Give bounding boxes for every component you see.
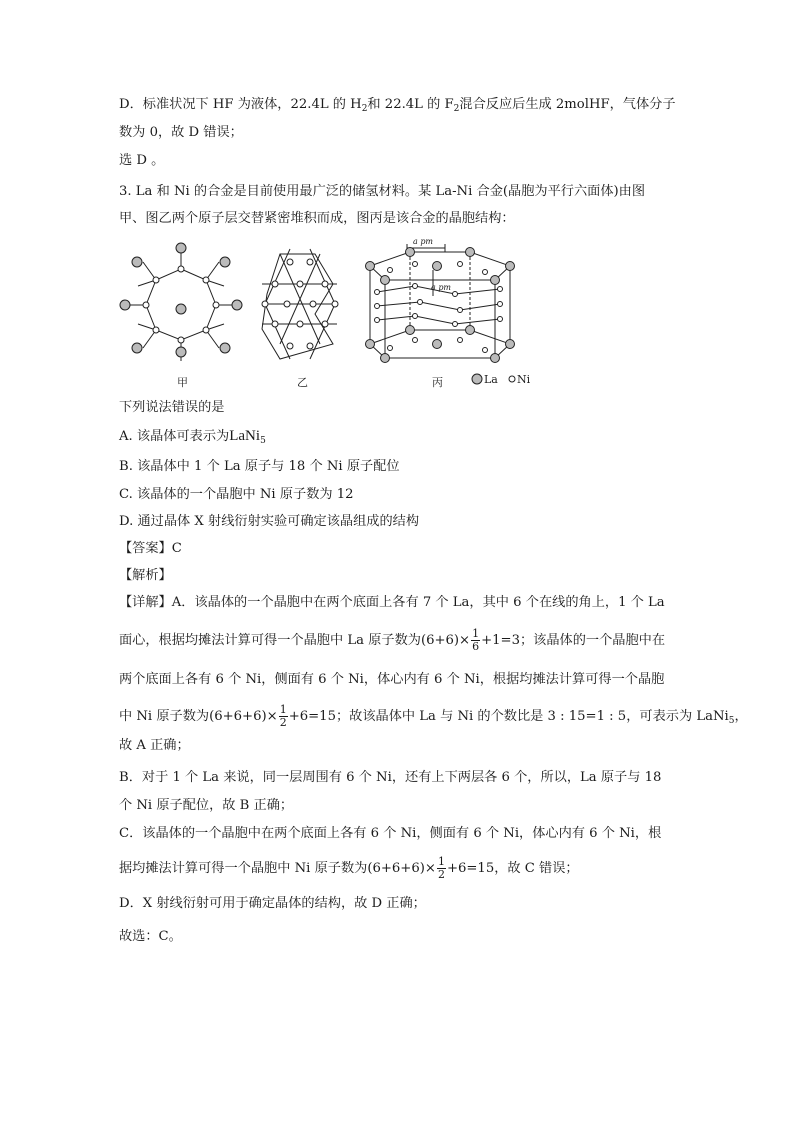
fraction: [437, 856, 446, 881]
label-a-pm-top: a pm: [413, 237, 434, 246]
text: 和 22.4L 的 F: [367, 97, 454, 112]
caption-jia: 甲: [177, 376, 188, 389]
text-line: 选 D 。: [119, 153, 165, 168]
explanation-line: [119, 628, 665, 653]
explanation-line: D．X 射线衍射可用于确定晶体的结构，故 D 正确；: [119, 896, 426, 911]
figure-bing-atoms: [366, 248, 516, 385]
explanation-line: B．对于 1 个 La 来说，同一层周围有 6 个 Ni，还有上下两层各 6 个，所以，La 原子与 18: [119, 770, 662, 785]
text-line: 数为 0，故 D 错误；: [119, 125, 243, 140]
subscript: 2: [453, 104, 460, 114]
option-a-text: A. 该晶体可表示为: [119, 429, 230, 444]
text: +6=15；故该晶体中 La 与 Ni 的个数比是 3 : 15=1 : 5，可表示为 LaNi: [288, 709, 729, 724]
answer: 【答案】C: [119, 541, 182, 556]
subscript: 5: [728, 716, 735, 726]
label-a-pm-side: a pm: [431, 283, 452, 292]
question-prompt: 下列说法错误的是: [119, 400, 225, 415]
explanation-line: 个 Ni 原子配位，故 B 正确；: [119, 798, 294, 813]
text: 据均摊法计算可得一个晶胞中 Ni 原子数为(6+6+6)×: [119, 861, 436, 876]
caption-bing: 丙: [432, 376, 443, 389]
option-b: B. 该晶体中 1 个 La 原子与 18 个 Ni 原子配位: [119, 459, 400, 474]
numerator: 1: [472, 627, 480, 640]
caption-yi: 乙: [297, 376, 308, 389]
option-a-formula: LaNi: [229, 428, 261, 444]
figure-yi: [262, 249, 337, 359]
subscript: 2: [361, 104, 368, 114]
option-d: D. 通过晶体 X 射线衍射实验可确定该晶组成的结构: [119, 514, 420, 529]
numerator: 1: [437, 855, 445, 868]
text-line: [119, 96, 676, 118]
option-c: C. 该晶体的一个晶胞中 Ni 原子数为 12: [119, 487, 354, 502]
question-stem: 甲、图乙两个原子层交替紧密堆积而成，图丙是该合金的晶胞结构：: [119, 211, 515, 226]
explanation-line: [119, 704, 748, 730]
explanation-line: [119, 856, 579, 881]
numerator: 1: [279, 703, 287, 716]
text: D．标准状况下 HF 为液体，22.4L 的 H: [119, 97, 362, 112]
text: 混合反应后生成 2molHF，气体分子: [459, 97, 676, 112]
legend-ni-label: Ni: [517, 373, 531, 386]
question-stem: 3. La 和 Ni 的合金是目前使用最广泛的储氢材料。某 La-Ni 合金(晶胞为平行六面体)由图: [119, 184, 646, 199]
analysis-heading: 【解析】: [119, 568, 172, 583]
legend-la-label: La: [484, 373, 498, 386]
denominator: 2: [437, 868, 445, 881]
conclusion: 故选：C。: [119, 929, 182, 944]
fraction: [279, 704, 288, 729]
subscript: 5: [260, 436, 266, 446]
denominator: 2: [279, 716, 287, 729]
text: 面心，根据均摊法计算可得一个晶胞中 La 原子数为(6+6)×: [119, 633, 471, 648]
fraction: [471, 628, 480, 653]
explanation-line: C．该晶体的一个晶胞中在两个底面上各有 6 个 Ni，侧面有 6 个 Ni，体心内有 6 个 Ni，根: [119, 826, 662, 841]
text: +1=3；该晶体的一个晶胞中在: [481, 633, 666, 648]
explanation-line: 【详解】A．该晶体的一个晶胞中在两个底面上各有 7 个 La，其中 6 个在线的角上，1 个 La: [119, 595, 665, 610]
legend-ni-marker: [509, 376, 515, 382]
denominator: 6: [472, 640, 480, 653]
crystal-figure: [115, 234, 535, 394]
text: 中 Ni 原子数为(6+6+6)×: [119, 709, 278, 724]
explanation-line: 故 A 正确；: [119, 738, 190, 753]
explanation-line: 两个底面上各有 6 个 Ni，侧面有 6 个 Ni，体心内有 6 个 Ni，根据均摊法计算可得一个晶胞: [119, 672, 665, 687]
text: +6=15，故 C 错误；: [446, 861, 579, 876]
option-a: [119, 427, 266, 450]
text: ，: [734, 709, 748, 724]
legend-la-marker: [472, 374, 482, 384]
